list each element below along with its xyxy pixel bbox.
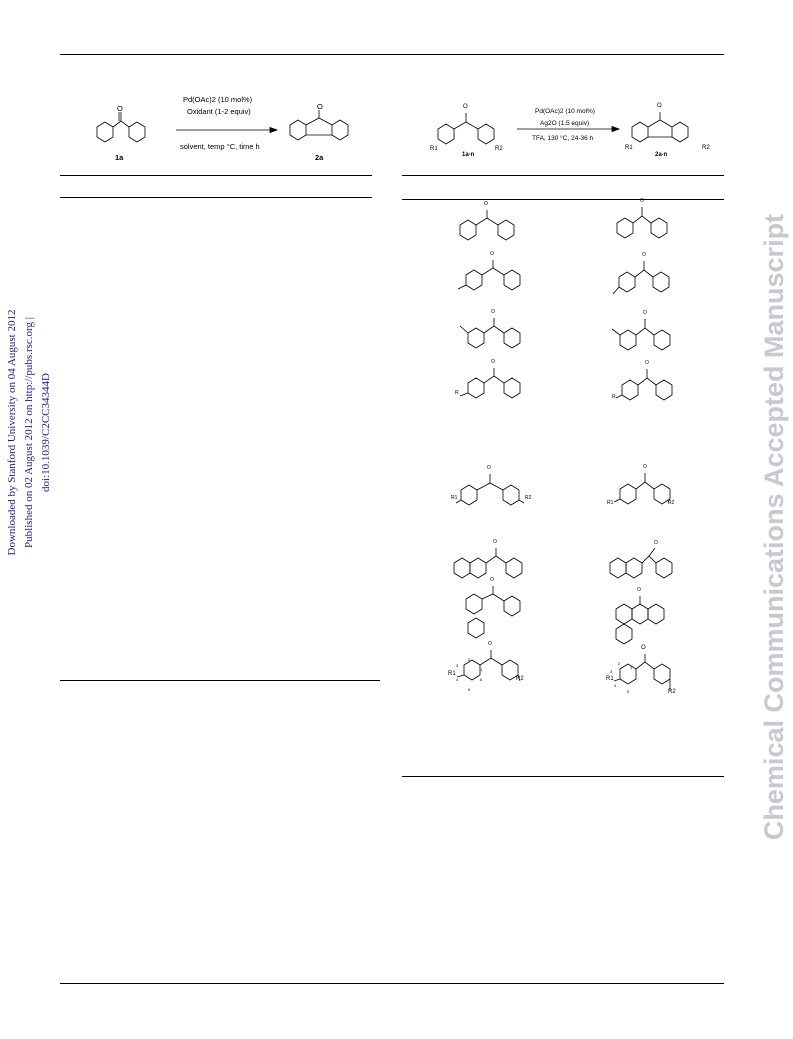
row7-product-oxygen: O [637,587,641,593]
scheme-right-arrow [517,127,619,132]
row2-product-oxygen: O [642,252,646,258]
left-product-oxygen: O [317,102,323,111]
row5-product-oxygen: O [643,464,647,470]
benzophenone-left [97,112,145,142]
published-line: Published on 02 August 2012 on http://pubs.rsc.org | doi:10.1039/C2CC34344D [23,317,52,548]
right-condition-3: TFA, 130 °C, 24-36 h [532,135,594,142]
table-row-6 [454,548,672,578]
table-row-7 [466,586,664,644]
row8-reactant-r2: R2 [516,676,524,682]
row1-product-oxygen: O [640,198,644,204]
row6-reactant-oxygen: O [493,539,497,545]
position-3-reactant: 3 [456,663,459,668]
left-reactant-label: 1a [115,153,124,162]
row8-reactant-r1: R1 [448,671,456,677]
position-2-product: 2 [618,661,621,666]
download-line: Downloaded by Stanford University on 04 August 2012 [6,309,18,556]
right-product-label: 2a-n [655,152,668,158]
position-2-reactant: 2 [468,657,471,662]
right-condition-2: Ag2O (1.5 equiv) [540,120,590,127]
row5-reactant-r1: R1 [451,495,458,501]
benzophenone-right [438,113,494,144]
row5-product-r2: R2 [668,500,675,506]
row8-product-r2: R2 [668,689,676,695]
fluorenone-right [632,112,688,142]
journal-watermark: Chemical Communications Accepted Manuscript [759,213,789,841]
row3-reactant-oxygen: O [491,309,495,315]
right-product-oxygen: O [657,103,662,109]
row3-product-oxygen: O [643,310,647,316]
position-5-product: 5 [627,689,630,694]
row4-reactant-r: R [455,390,459,396]
fluorenone-left [290,110,348,140]
left-condition-2: Oxidant (1-2 equiv) [187,107,251,116]
position-1-reactant: 1 [480,667,483,672]
right-product-r1: R1 [625,145,633,151]
right-product-r2: R2 [702,145,710,151]
position-4-product: 4 [614,683,617,688]
left-reactant-oxygen: O [117,104,123,113]
row8-reactant-oxygen: O [488,641,492,647]
left-product-label: 2a [315,153,324,162]
row6-product-oxygen: O [654,540,658,546]
row8-product-oxygen: O [641,645,646,651]
row4-product-r: R [612,394,616,400]
table-row-1 [460,207,667,240]
row4-reactant-oxygen: O [491,359,495,365]
position-5-reactant: 5 [468,687,471,692]
position-1-product: 1 [630,665,633,670]
left-condition-1: Pd(OAc)2 (10 mol%) [183,95,253,104]
table-row-5 [456,473,670,505]
table-row-3 [460,318,670,350]
row7-reactant-oxygen: O [490,577,494,583]
scheme-left-arrow [176,128,277,133]
right-reactant-oxygen: O [463,104,468,110]
row5-reactant-r2: R2 [525,495,532,501]
position-4-reactant: 4 [456,677,459,682]
row5-product-r1: R1 [607,500,614,506]
row1-reactant-oxygen: O [484,201,488,207]
row2-reactant-oxygen: O [490,251,494,257]
position-3-product: 3 [610,669,613,674]
right-reactant-r1: R1 [430,146,438,152]
left-condition-3: solvent, temp °C, time h [180,142,260,151]
row8-product-r1: R1 [606,676,614,682]
row4-product-oxygen: O [645,360,649,366]
table-row-2 [458,260,669,294]
table-row-8 [457,650,670,690]
table-row-4 [460,368,672,400]
right-condition-1: Pd(OAc)2 (10 mol%) [535,108,595,115]
right-reactant-label: 1a-n [462,152,475,158]
position-6-reactant: 6 [480,677,483,682]
row5-reactant-oxygen: O [487,465,491,471]
right-reactant-r2: R2 [495,146,503,152]
